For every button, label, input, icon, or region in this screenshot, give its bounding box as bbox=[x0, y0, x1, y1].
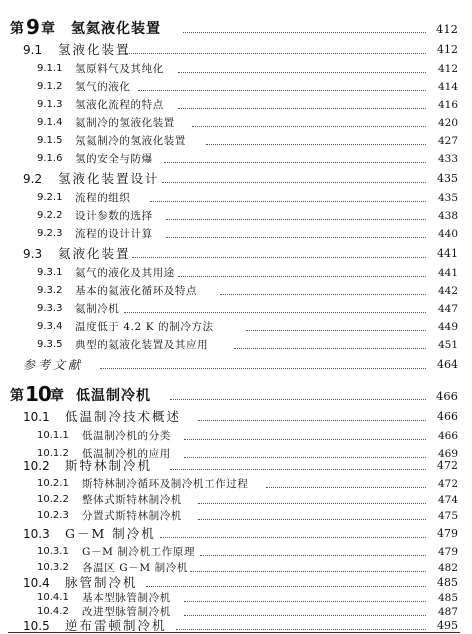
section-title: 逆布雷顿制冷机 bbox=[65, 618, 167, 633]
section-title: G－M 制冷机 bbox=[65, 526, 156, 541]
subsection-number: 9.1.4 bbox=[37, 117, 63, 128]
section-number: 10.5 bbox=[23, 619, 50, 633]
page-number: 442 bbox=[437, 285, 458, 297]
section-number: 10.3 bbox=[23, 527, 50, 541]
subsection-title: 各温区 G－M 制冷机 bbox=[82, 562, 188, 574]
subsection-number: 10.2.2 bbox=[37, 494, 69, 505]
page-number: 414 bbox=[437, 81, 458, 93]
subsection-title: 低温制冷机的应用 bbox=[82, 448, 171, 460]
subsection-title: 氢气的液化 bbox=[75, 81, 131, 93]
subsection-number: 10.3.2 bbox=[37, 562, 69, 573]
subsection-title: 斯特林制冷循环及制冷机工作过程 bbox=[82, 478, 249, 490]
page-number: 416 bbox=[437, 99, 458, 111]
subsection-number: 10.4.2 bbox=[37, 606, 69, 617]
page-number: 449 bbox=[437, 321, 458, 333]
subsection-title: 氖氦制冷的氢液化装置 bbox=[75, 135, 186, 147]
subsection-number: 10.4.1 bbox=[37, 592, 69, 603]
chapter-number: 10 bbox=[25, 382, 51, 406]
subsection-number: 9.2.1 bbox=[37, 192, 63, 203]
page-number: 440 bbox=[437, 228, 458, 240]
page-number: 464 bbox=[437, 358, 458, 371]
subsection-title: 温度低于 4.2 K 的制冷方法 bbox=[75, 321, 214, 333]
chapter-title: 低温制冷机 bbox=[76, 388, 151, 404]
page-number: 466 bbox=[437, 410, 458, 423]
section-number: 9.3 bbox=[23, 247, 43, 261]
subsection-number: 10.2.1 bbox=[37, 478, 69, 489]
chapter-prefix: 第 bbox=[10, 21, 24, 37]
chapter-number: 9 bbox=[26, 15, 40, 39]
chapter-prefix: 第 bbox=[10, 388, 24, 404]
page-number: 412 bbox=[437, 63, 458, 75]
page-number: 472 bbox=[437, 459, 458, 472]
subsection-number: 9.3.1 bbox=[37, 267, 63, 278]
chapter-suffix: 章 bbox=[50, 388, 64, 404]
subsection-number: 10.1.2 bbox=[37, 448, 69, 459]
subsection-title: 设计参数的选择 bbox=[75, 210, 153, 222]
page-number: 475 bbox=[437, 510, 458, 522]
page-number: 441 bbox=[437, 267, 458, 279]
section-title: 氦液化装置 bbox=[58, 246, 131, 261]
page-number: 472 bbox=[437, 478, 458, 490]
chapter-title: 氢氦液化装置 bbox=[71, 21, 161, 37]
subsection-title: 氢原料气及其纯化 bbox=[75, 63, 164, 75]
subsection-number: 10.1.1 bbox=[37, 430, 69, 441]
page-number: 485 bbox=[437, 576, 458, 589]
page-number: 479 bbox=[437, 546, 458, 558]
subsection-title: 氦制冷的氢液化装置 bbox=[75, 117, 175, 129]
subsection-title: 氦气的液化及其用途 bbox=[75, 267, 175, 279]
subsection-title: 分置式斯特林制冷机 bbox=[82, 510, 182, 522]
page-number: 466 bbox=[437, 430, 458, 442]
subsection-number: 9.3.2 bbox=[37, 285, 63, 296]
subsection-title: 基本的氦液化循环及特点 bbox=[75, 285, 198, 297]
subsection-title: 氢的安全与防爆 bbox=[75, 153, 153, 165]
references-title: 参考文献 bbox=[23, 358, 84, 372]
subsection-title: 氢液化流程的特点 bbox=[75, 99, 164, 111]
subsection-number: 10.3.1 bbox=[37, 546, 69, 557]
page-number: 441 bbox=[437, 247, 458, 260]
subsection-number: 9.3.3 bbox=[37, 303, 63, 314]
subsection-title: 基本型脉管制冷机 bbox=[82, 592, 171, 604]
page-number: 487 bbox=[437, 606, 458, 618]
page-number: 495 bbox=[437, 619, 458, 632]
page-number: 447 bbox=[437, 303, 458, 315]
subsection-title: 氦制冷机 bbox=[75, 303, 120, 315]
subsection-number: 9.1.3 bbox=[37, 99, 63, 110]
chapter-suffix: 章 bbox=[41, 21, 55, 37]
section-number: 9.1 bbox=[23, 43, 43, 57]
page-number: 451 bbox=[437, 339, 458, 351]
section-number: 10.4 bbox=[23, 576, 50, 590]
section-title: 脉管制冷机 bbox=[65, 575, 138, 590]
page-number: 420 bbox=[437, 117, 458, 129]
subsection-title: 流程的设计计算 bbox=[75, 228, 153, 240]
page-number: 469 bbox=[437, 448, 458, 460]
subsection-number: 9.1.2 bbox=[37, 81, 63, 92]
subsection-number: 9.2.3 bbox=[37, 228, 63, 239]
subsection-number: 9.1.6 bbox=[37, 153, 63, 164]
subsection-number: 9.2.2 bbox=[37, 210, 63, 221]
section-number: 9.2 bbox=[23, 172, 43, 186]
subsection-number: 9.3.4 bbox=[37, 321, 63, 332]
subsection-number: 9.3.5 bbox=[37, 339, 63, 350]
page-number: 435 bbox=[437, 172, 458, 185]
section-number: 10.1 bbox=[23, 410, 50, 424]
page-number: 435 bbox=[437, 192, 458, 204]
page-number: 482 bbox=[437, 562, 458, 574]
section-title: 氢液化装置设计 bbox=[58, 171, 160, 186]
page-number: 433 bbox=[437, 153, 458, 165]
subsection-title: 低温制冷机的分类 bbox=[82, 430, 171, 442]
subsection-title: 改进型脉管制冷机 bbox=[82, 606, 171, 618]
page-number: 412 bbox=[437, 43, 458, 56]
page-number: 412 bbox=[436, 22, 458, 36]
subsection-number: 9.1.5 bbox=[37, 135, 63, 146]
subsection-title: 典型的氦液化装置及其应用 bbox=[75, 339, 209, 351]
section-title: 氢液化装置 bbox=[58, 42, 131, 57]
page-number: 479 bbox=[437, 527, 458, 540]
subsection-title: 整体式斯特林制冷机 bbox=[82, 494, 182, 506]
subsection-number: 10.2.3 bbox=[37, 510, 69, 521]
subsection-title: 流程的组织 bbox=[75, 192, 131, 204]
section-title: 低温制冷技术概述 bbox=[65, 409, 182, 424]
section-number: 10.2 bbox=[23, 459, 50, 473]
page-number: 438 bbox=[437, 210, 458, 222]
subsection-title: G－M 制冷机工作原理 bbox=[82, 546, 196, 558]
page-number: 466 bbox=[436, 389, 458, 403]
page-number: 474 bbox=[437, 494, 458, 506]
page-number: 485 bbox=[437, 592, 458, 604]
page-number: 427 bbox=[437, 135, 458, 147]
subsection-number: 9.1.1 bbox=[37, 63, 63, 74]
section-title: 斯特林制冷机 bbox=[65, 458, 153, 473]
